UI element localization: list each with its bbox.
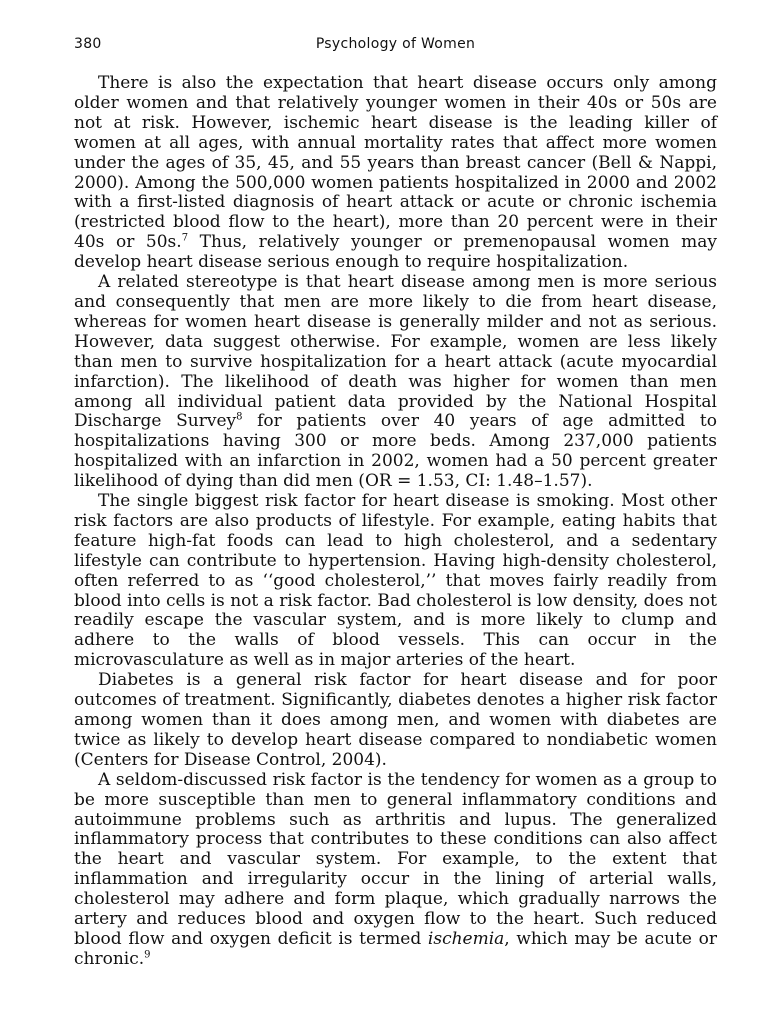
- paragraph-text: A seldom-discussed risk factor is the tendency for women as a group to be more susceptible than men to general inflammatory conditions and autoimmune problems such as arthritis and lupus. The generalized inflammatory process that contributes to these conditions can also affect the heart and vascular system. For example, to the extent that inflammation and irregularity occur in the lining of arterial walls, cholesterol may adhere and form plaque, which gradually narrows the artery and reduces blood and oxygen flow to the heart. Such reduced blood flow and oxygen deficit is termed: [74, 769, 717, 949]
- running-head: [74, 36, 717, 58]
- endnote-reference-9[interactable]: 9: [144, 949, 151, 961]
- italic-term: ischemia: [427, 928, 505, 949]
- paragraph-text: Diabetes is a general risk factor for heart disease and for poor outcomes of treatment. Significantly, diabetes denotes a higher risk factor among women than it does among men, and women with diabetes are twice as likely to develop heart disease compared to nondiabetic women (Centers for Disease Control, 2004).: [74, 670, 717, 770]
- paragraph-text: The single biggest risk factor for heart disease is smoking. Most other risk factors are also products of lifestyle. For example, eating habits that feature high-fat foods can lead to high cholesterol, and a sedentary lifestyle can contribute to hypertension. Having high-density cholesterol, often referred to as ‘‘good cholesterol,’’ that moves fairly readily from blood into cells is not a risk factor. Bad cholesterol is low density, does not readily escape the vascular system, and is more likely to clump and adhere to the walls of blood vessels. This can occur in the microvasculature as well as in major arteries of the heart.: [74, 491, 717, 671]
- endnote-reference-7[interactable]: 7: [181, 232, 189, 244]
- paragraph-severity-stereotype: [74, 273, 717, 492]
- paragraph-text: Thus, relatively younger or premenopausal women may develop heart disease serious enough to require hospitalization.: [74, 232, 717, 273]
- paragraph-young-women-risk: [74, 74, 717, 273]
- paragraph-text: , which may be acute or chronic.: [74, 928, 717, 969]
- page-number: 380: [74, 36, 102, 52]
- paragraph-smoking-risk: [74, 492, 717, 671]
- body-text: [74, 74, 717, 970]
- endnote-reference-8[interactable]: 8: [236, 411, 243, 423]
- paragraph-inflammation-risk: [74, 771, 717, 970]
- book-page: [74, 0, 717, 970]
- paragraph-text: There is also the expectation that heart disease occurs only among older women and that relatively younger women in their 40s or 50s are not at risk. However, ischemic heart disease is the leading killer of women at all ages, with annual mortality rates that affect more women under the ages of 35, 45, and 55 years than breast cancer (Bell & Nappi, 2000). Among the 500,000 women patients hospitalized in 2000 and 2002 with a first-listed diagnosis of heart attack or acute or chronic ischemia (restricted blood flow to the heart), more than 20 percent were in their 40s or 50s.: [74, 73, 717, 253]
- running-title: Psychology of Women: [315, 36, 476, 52]
- paragraph-text: A related stereotype is that heart disease among men is more serious and consequently that men are more likely to die from heart disease, whereas for women heart disease is generally milder and not as serious. However, data suggest otherwise. For example, women are less likely than men to survive hospitalization for a heart attack (acute myocardial infarction). The likelihood of death was higher for women than men among all individual patient data provided by the National Hospital Discharge Survey: [74, 272, 717, 432]
- paragraph-diabetes-risk: [74, 671, 717, 771]
- paragraph-text: for patients over 40 years of age admitted to hospitalizations having 300 or more beds. Among 237,000 patients hospitalized with an infarction in 2002, women had a 50 percent greater likelihood of dying than did men (OR = 1.53, CI: 1.48–1.57).: [74, 411, 717, 492]
